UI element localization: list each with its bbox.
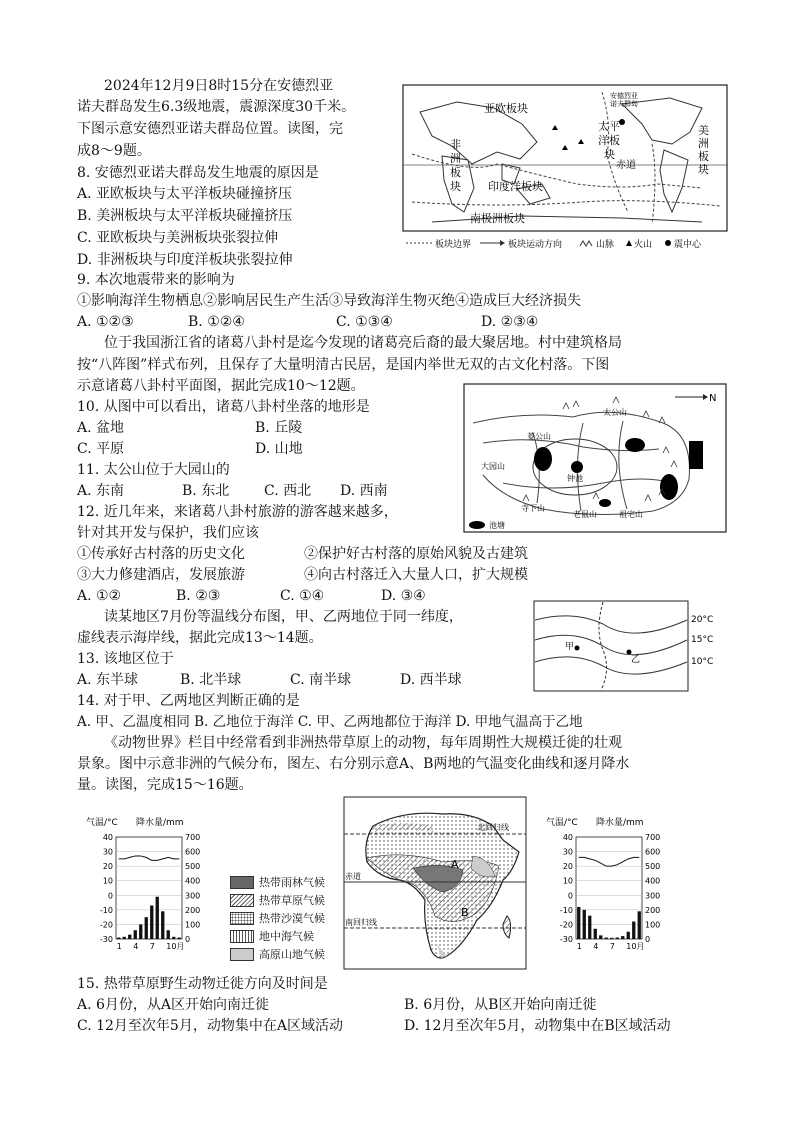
map-label-africa-2: 洲: [450, 152, 461, 165]
chart-b-temp-tick: -20: [559, 920, 573, 930]
q15-option-a[interactable]: A. 6月份，从A区开始向南迁徙: [77, 997, 270, 1013]
climate-chart-a: [86, 815, 216, 950]
q15-option-b[interactable]: B. 6月份，从B区开始向南迁徙: [404, 997, 597, 1013]
chart-b-temp-tick: 20: [562, 862, 573, 872]
q14-stem: 14. 对于甲、乙两地区判断正确的是: [77, 693, 300, 709]
chart-a-precip-tick: 100: [185, 920, 201, 930]
isotherm-10: 10°C: [691, 657, 714, 667]
chart-b-precip-title: 降水量/mm: [596, 818, 644, 828]
s3-intro-2: 虚线表示海岸线，据此完成13～14题。: [77, 630, 323, 646]
q10-option-c[interactable]: C. 平原: [77, 441, 125, 457]
label-pond: 池塘: [489, 521, 505, 530]
label-tropic-capricorn: 南回归线: [345, 918, 377, 927]
chart-b-precip-tick: 600: [645, 847, 661, 857]
chart-a-precip-title: 降水量/mm: [136, 818, 184, 828]
chart-b-precip-bar: [577, 907, 580, 939]
q14-options[interactable]: A. 甲、乙温度相同 B. 乙地位于海洋 C. 甲、乙两地都位于海洋 D. 甲地气温高于乙地: [77, 714, 583, 730]
legend-volcano: 火山: [634, 240, 653, 250]
q12-stem-1: 12. 近几年来，来诸葛八卦村旅游的游客越来越多，: [77, 504, 398, 520]
africa-climate-map: [343, 796, 527, 970]
q12-stem-2: 针对其开发与保护，我们应该: [77, 525, 259, 541]
q12-option-d[interactable]: D. ③④: [381, 588, 426, 604]
isotherm-15: 15°C: [691, 635, 714, 645]
chart-b-temp-tick: 40: [562, 833, 573, 842]
isotherm-map: [533, 600, 729, 692]
legend-rainforest: 热带雨林气候: [259, 877, 325, 889]
label-region-b: B: [461, 906, 469, 919]
q9-option-c[interactable]: C. ①③④: [336, 314, 393, 330]
map-label-pacific-2: 洋板: [598, 134, 620, 147]
q12-item-2: ②保护好古村落的原始风貌及古建筑: [304, 546, 528, 562]
chart-a-precip-tick: 700: [185, 833, 201, 842]
map-label-indian: 印度洋板块: [488, 180, 543, 193]
chart-b-temp-tick: -30: [559, 935, 573, 944]
legend-swatch-savanna: [230, 894, 254, 907]
legend-direction: 板块运动方向: [508, 240, 563, 250]
chart-b-precip-tick: 0: [645, 935, 651, 944]
q10-option-a[interactable]: A. 盆地: [77, 420, 125, 436]
chart-a-temp-tick: -30: [99, 935, 113, 944]
label-laoshushan: 老鼠山: [573, 510, 597, 519]
map-label-equator: 赤道: [616, 160, 636, 171]
legend-boundary: 板块边界: [435, 240, 472, 250]
north-label: N: [709, 393, 717, 404]
village-map: [463, 383, 727, 533]
s1-intro-1: 2024年12月9日8时15分在安德烈亚: [104, 78, 334, 94]
chart-a-precip-bar: [123, 937, 126, 939]
chart-a-temp-tick: 30: [102, 847, 113, 857]
chart-b-precip-bar: [638, 911, 641, 939]
chart-a-precip-bar: [128, 935, 131, 939]
climate-legend: [230, 874, 342, 962]
q15-stem: 15. 热带草原野生动物迁徙方向及时间是: [77, 976, 328, 992]
q11-option-d[interactable]: D. 西南: [340, 483, 388, 499]
q12-item-4: ④向古村落迁入大量人口，扩大规模: [304, 567, 528, 583]
chart-b-precip-bar: [588, 916, 591, 939]
q10-stem: 10. 从图中可以看出，诸葛八卦村坐落的地形是: [77, 399, 370, 415]
map-label-america-2: 洲: [698, 137, 709, 150]
s4-intro-2: 景象。图中示意非洲的气候分布，图左、右分别示意A、B两地的气温变化曲线和逐月降水: [77, 756, 630, 772]
chart-b-temp-tick: 10: [562, 876, 573, 886]
map-label-africa-1: 非: [450, 138, 461, 151]
label-sixiashan: 寺下山: [521, 504, 545, 513]
chart-b-precip-bar: [599, 935, 602, 939]
q13-option-b[interactable]: B. 北半球: [180, 672, 242, 688]
q12-item-3: ③大力修建酒店，发展旅游: [77, 567, 245, 583]
chart-b-plot-frame: [576, 837, 642, 939]
legend-swatch-desert: [230, 912, 254, 925]
q8-option-a[interactable]: A. 亚欧板块与太平洋板块碰撞挤压: [77, 186, 293, 202]
point-jia: 甲: [565, 642, 575, 652]
map-label-america-4: 块: [698, 163, 709, 176]
q10-option-d[interactable]: D. 山地: [255, 441, 303, 457]
chart-a-temp-line: [119, 856, 180, 860]
label-equator: 赤道: [345, 872, 361, 881]
chart-a-plot-frame: [116, 837, 182, 939]
label-tropic-cancer: 北回归线: [477, 823, 509, 832]
chart-b-precip-bar: [610, 938, 613, 939]
map-label-africa-3: 板: [450, 166, 461, 179]
chart-a-precip-bar: [167, 930, 170, 939]
q13-option-a[interactable]: A. 东半球: [77, 672, 139, 688]
chart-a-month-tick: 4: [133, 942, 139, 950]
chart-b-precip-tick: 500: [645, 862, 661, 872]
chart-a-month-tick: 1: [116, 942, 122, 950]
chart-a-month-tick: 10月: [166, 942, 185, 950]
legend-swatch-mediterranean: [230, 930, 254, 943]
legend-highland: 高原山地气候: [259, 949, 325, 961]
legend-swatch-rainforest: [230, 876, 254, 889]
map-label-antarctic: 南极洲板块: [470, 212, 525, 225]
s2-intro-1: 位于我国浙江省的诸葛八卦村是迄今发现的诸葛亮后裔的最大聚居地。村中建筑格局: [104, 335, 622, 351]
chart-a-temp-tick: 10: [102, 876, 113, 886]
chart-b-precip-bar: [605, 938, 608, 939]
s2-intro-2: 按“八阵图”样式布列，且保存了大量明清古民居，是国内举世无双的古文化村落。下图: [77, 357, 610, 373]
q9-option-d[interactable]: D. ②③④: [481, 314, 539, 330]
chart-b-precip-tick: 400: [645, 876, 661, 886]
s1-intro-2: 诺夫群岛发生6.3级地震，震源深度30千米。: [77, 99, 356, 115]
chart-b-precip-bar: [621, 936, 624, 939]
climate-chart-b: [546, 815, 676, 950]
chart-b-temp-tick: -10: [559, 905, 573, 915]
chart-b-precip-bar: [616, 938, 619, 939]
chart-a-precip-tick: 300: [185, 891, 201, 901]
legend-epicenter: 震中心: [674, 240, 702, 250]
chart-b-precip-tick: 300: [645, 891, 661, 901]
chart-b-precip-tick: 200: [645, 905, 661, 915]
plate-map: [402, 84, 728, 252]
q8-option-b[interactable]: B. 美洲板块与太平洋板块碰撞挤压: [77, 208, 293, 224]
q8-option-c[interactable]: C. 亚欧板块与美洲板块张裂拉伸: [77, 230, 279, 246]
chart-b-month-tick: 10月: [626, 942, 645, 950]
map-label-island-2: 诺夫群岛: [610, 100, 638, 108]
chart-a-precip-tick: 0: [185, 935, 191, 944]
chart-a-month-tick: 7: [149, 942, 155, 950]
map-label-pacific-3: 块: [604, 148, 615, 161]
q9-option-a[interactable]: A. ①②③: [77, 314, 134, 330]
s1-intro-3: 下图示意安德烈亚诺夫群岛位置。读图，完: [77, 121, 343, 137]
map-label-america-1: 美: [698, 124, 709, 137]
chart-a-precip-bar: [134, 930, 137, 939]
chart-a-precip-bar: [178, 938, 181, 939]
chart-a-temp-tick: -20: [99, 920, 113, 930]
legend-desert: 热带沙漠气候: [259, 913, 325, 925]
map-label-island-1: 安德烈亚: [610, 92, 638, 100]
s4-intro-1: 《动物世界》栏目中经常看到非洲热带草原上的动物，每年周期性大规模迁徙的壮观: [104, 735, 622, 751]
legend-savanna: 热带草原气候: [259, 895, 325, 907]
legend-mountain: 山脉: [596, 240, 615, 250]
q9-items: ①影响海洋生物栖息②影响居民生产生活③导致海洋生物灭绝④造成巨大经济损失: [77, 293, 581, 309]
q11-option-b[interactable]: B. 东北: [182, 483, 230, 499]
chart-a-precip-tick: 500: [185, 862, 201, 872]
legend-swatch-highland: [230, 948, 254, 961]
label-region-a: A: [451, 858, 459, 871]
chart-b-precip-bar: [594, 929, 597, 939]
chart-a-temp-tick: -10: [99, 905, 113, 915]
chart-b-month-tick: 7: [609, 942, 615, 950]
chart-b-temp-title: 气温/°C: [546, 818, 578, 828]
label-linggongshan: 菱公山: [527, 432, 551, 441]
label-taigongshan: 太公山: [603, 408, 627, 417]
q12-option-c[interactable]: C. ①④: [280, 588, 325, 604]
label-zuzhaishan: 祖宅山: [619, 510, 643, 519]
point-yi: 乙: [631, 655, 641, 665]
q13-option-d[interactable]: D. 西半球: [400, 672, 462, 688]
s4-intro-3: 量。读图，完成15～16题。: [77, 777, 253, 793]
q12-item-1: ①传承好古村落的历史文化: [77, 546, 245, 562]
chart-a-temp-tick: 0: [107, 891, 113, 901]
isotherm-20: 20°C: [691, 615, 714, 625]
chart-b-temp-line: [579, 857, 640, 866]
q8-option-d[interactable]: D. 非洲板块与印度洋板块张裂拉伸: [77, 252, 293, 268]
chart-b-precip-bar: [583, 910, 586, 939]
s2-intro-3: 示意诸葛八卦村平面图，据此完成10～12题。: [77, 378, 365, 394]
legend-mediterranean: 地中海气候: [259, 931, 314, 943]
q15-option-d[interactable]: D. 12月至次年5月，动物集中在B区域活动: [404, 1018, 671, 1034]
chart-a-temp-tick: 40: [102, 833, 113, 842]
q13-option-c[interactable]: C. 南半球: [290, 672, 352, 688]
map-label-africa-4: 块: [450, 180, 461, 193]
map-label-pacific-1: 太平: [598, 120, 620, 133]
chart-a-precip-bar: [172, 937, 175, 939]
q9-option-b[interactable]: B. ①②④: [188, 314, 245, 330]
q13-stem: 13. 该地区位于: [77, 651, 174, 667]
chart-a-precip-bar: [156, 897, 159, 939]
q8-stem: 8. 安德烈亚诺夫群岛发生地震的原因是: [77, 165, 319, 181]
chart-b-precip-bar: [632, 922, 635, 939]
chart-a-precip-bar: [150, 905, 153, 939]
chart-a-precip-bar: [139, 924, 142, 939]
q10-option-b[interactable]: B. 丘陵: [255, 420, 303, 436]
s1-intro-4: 成8～9题。: [77, 143, 151, 159]
chart-a-precip-bar: [145, 917, 148, 939]
q11-option-a[interactable]: A. 东南: [77, 483, 125, 499]
chart-b-month-tick: 1: [576, 942, 582, 950]
chart-a-temp-tick: 20: [102, 862, 113, 872]
chart-a-temp-title: 气温/°C: [86, 818, 118, 828]
chart-b-temp-tick: 30: [562, 847, 573, 857]
map-label-america-3: 板: [698, 150, 709, 163]
chart-b-precip-bar: [627, 932, 630, 939]
chart-b-temp-tick: 0: [567, 891, 573, 901]
chart-a-precip-bar: [161, 911, 164, 939]
q11-option-c[interactable]: C. 西北: [264, 483, 312, 499]
q12-option-b[interactable]: B. ②③: [176, 588, 221, 604]
s3-intro-1: 读某地区7月份等温线分布图，甲、乙两地位于同一纬度，: [104, 609, 463, 625]
q11-stem: 11. 太公山位于大园山的: [77, 462, 230, 478]
chart-a-precip-bar: [117, 938, 120, 939]
label-dayuanshan: 大园山: [481, 462, 505, 471]
chart-b-precip-tick: 700: [645, 833, 661, 842]
chart-a-precip-tick: 600: [185, 847, 201, 857]
label-zhongchi: 钟池: [567, 474, 583, 483]
chart-a-precip-tick: 200: [185, 905, 201, 915]
q9-stem: 9. 本次地震带来的影响为: [77, 272, 235, 288]
chart-a-precip-tick: 400: [185, 876, 201, 886]
map-label-eurasia: 亚欧板块: [484, 102, 528, 115]
q15-option-c[interactable]: C. 12月至次年5月，动物集中在A区域活动: [77, 1018, 343, 1034]
chart-b-month-tick: 4: [593, 942, 599, 950]
q12-option-a[interactable]: A. ①②: [77, 588, 122, 604]
chart-b-precip-tick: 100: [645, 920, 661, 930]
